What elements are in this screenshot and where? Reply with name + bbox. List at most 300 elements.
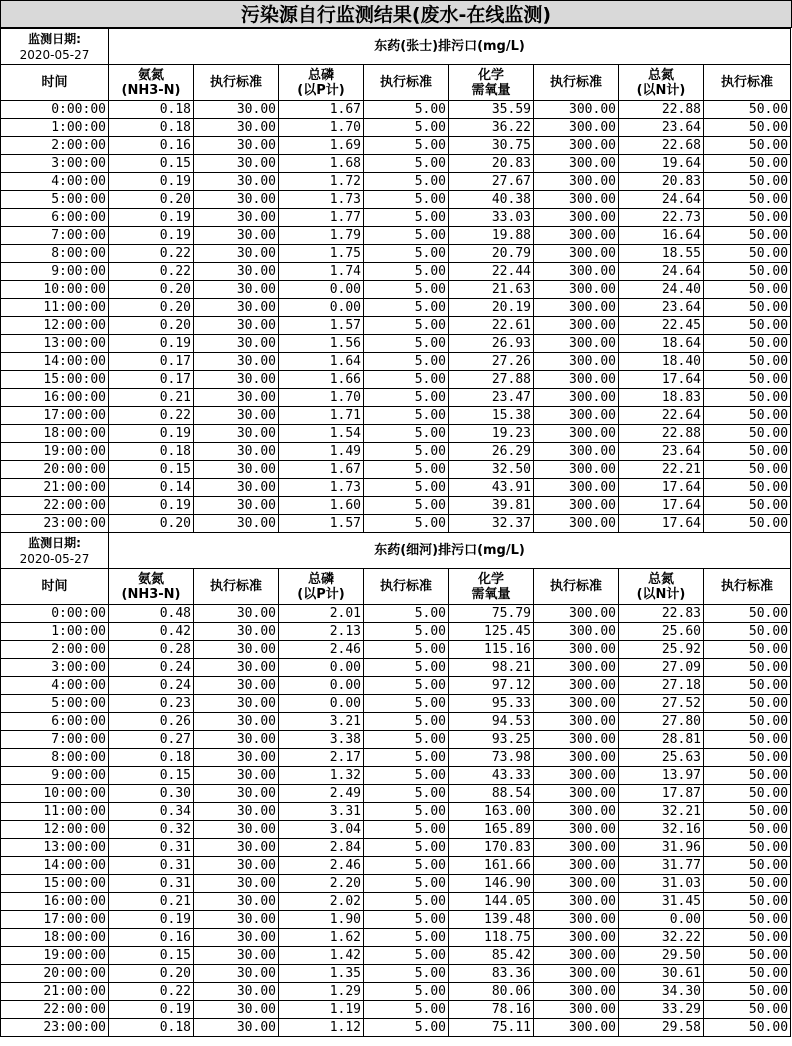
table-row (1, 875, 791, 893)
value-cell: 300.00 (534, 749, 619, 767)
value-cell: 15.38 (449, 407, 534, 425)
value-cell: 30.00 (194, 857, 279, 875)
value-cell: 5.00 (364, 929, 449, 947)
value-cell: 1.67 (279, 461, 364, 479)
value-cell: 50.00 (704, 1019, 791, 1037)
value-cell: 30.00 (194, 965, 279, 983)
value-cell: 300.00 (534, 659, 619, 677)
value-cell: 5.00 (364, 353, 449, 371)
value-cell: 50.00 (704, 893, 791, 911)
value-cell: 5.00 (364, 461, 449, 479)
value-cell: 50.00 (704, 209, 791, 227)
value-cell: 50.00 (704, 713, 791, 731)
value-cell: 30.00 (194, 299, 279, 317)
time-cell: 1:00:00 (1, 623, 109, 641)
value-cell: 32.50 (449, 461, 534, 479)
value-cell: 2.84 (279, 839, 364, 857)
column-header: 时间 (1, 65, 109, 101)
table-row (1, 263, 791, 281)
value-cell: 300.00 (534, 137, 619, 155)
table-row (1, 407, 791, 425)
value-cell: 1.49 (279, 443, 364, 461)
table-row (1, 659, 791, 677)
value-cell: 50.00 (704, 371, 791, 389)
value-cell: 5.00 (364, 335, 449, 353)
section-info-row (1, 533, 791, 569)
value-cell: 30.00 (194, 425, 279, 443)
value-cell: 22.88 (619, 425, 704, 443)
value-cell: 78.16 (449, 1001, 534, 1019)
value-cell: 50.00 (704, 911, 791, 929)
value-cell: 1.70 (279, 119, 364, 137)
value-cell: 5.00 (364, 821, 449, 839)
value-cell: 31.45 (619, 893, 704, 911)
value-cell: 50.00 (704, 803, 791, 821)
value-cell: 0.48 (109, 605, 194, 623)
value-cell: 2.20 (279, 875, 364, 893)
value-cell: 1.75 (279, 245, 364, 263)
time-cell: 19:00:00 (1, 947, 109, 965)
value-cell: 26.29 (449, 443, 534, 461)
column-header: 氨氮 (NH3-N) (109, 65, 194, 101)
value-cell: 30.00 (194, 839, 279, 857)
value-cell: 22.83 (619, 605, 704, 623)
value-cell: 30.61 (619, 965, 704, 983)
value-cell: 5.00 (364, 317, 449, 335)
value-cell: 0.15 (109, 767, 194, 785)
table-row (1, 965, 791, 983)
value-cell: 50.00 (704, 461, 791, 479)
value-cell: 300.00 (534, 119, 619, 137)
value-cell: 30.00 (194, 623, 279, 641)
value-cell: 25.60 (619, 623, 704, 641)
value-cell: 97.12 (449, 677, 534, 695)
value-cell: 5.00 (364, 713, 449, 731)
value-cell: 0.20 (109, 281, 194, 299)
time-cell: 10:00:00 (1, 785, 109, 803)
value-cell: 30.00 (194, 461, 279, 479)
table-row (1, 929, 791, 947)
value-cell: 50.00 (704, 173, 791, 191)
value-cell: 17.64 (619, 479, 704, 497)
value-cell: 300.00 (534, 929, 619, 947)
value-cell: 30.00 (194, 605, 279, 623)
value-cell: 30.00 (194, 1001, 279, 1019)
value-cell: 300.00 (534, 263, 619, 281)
monitoring-table (0, 28, 791, 1037)
table-row (1, 713, 791, 731)
value-cell: 170.83 (449, 839, 534, 857)
value-cell: 50.00 (704, 353, 791, 371)
value-cell: 28.81 (619, 731, 704, 749)
value-cell: 5.00 (364, 245, 449, 263)
value-cell: 300.00 (534, 839, 619, 857)
value-cell: 50.00 (704, 839, 791, 857)
value-cell: 5.00 (364, 227, 449, 245)
value-cell: 18.64 (619, 335, 704, 353)
table-row (1, 443, 791, 461)
table-row (1, 497, 791, 515)
value-cell: 30.00 (194, 317, 279, 335)
table-row (1, 857, 791, 875)
table-row (1, 1019, 791, 1037)
value-cell: 32.21 (619, 803, 704, 821)
value-cell: 94.53 (449, 713, 534, 731)
table-row (1, 911, 791, 929)
value-cell: 50.00 (704, 281, 791, 299)
value-cell: 50.00 (704, 443, 791, 461)
value-cell: 1.12 (279, 1019, 364, 1037)
time-cell: 18:00:00 (1, 929, 109, 947)
table-row (1, 479, 791, 497)
value-cell: 30.00 (194, 911, 279, 929)
time-cell: 10:00:00 (1, 281, 109, 299)
table-row (1, 281, 791, 299)
value-cell: 19.23 (449, 425, 534, 443)
column-header: 执行标准 (704, 65, 791, 101)
value-cell: 2.46 (279, 641, 364, 659)
table-row (1, 155, 791, 173)
value-cell: 300.00 (534, 803, 619, 821)
table-row (1, 461, 791, 479)
value-cell: 20.83 (619, 173, 704, 191)
value-cell: 30.00 (194, 641, 279, 659)
value-cell: 30.00 (194, 281, 279, 299)
value-cell: 0.19 (109, 497, 194, 515)
value-cell: 27.52 (619, 695, 704, 713)
value-cell: 1.54 (279, 425, 364, 443)
value-cell: 300.00 (534, 713, 619, 731)
table-row (1, 767, 791, 785)
value-cell: 30.00 (194, 731, 279, 749)
column-header: 执行标准 (194, 65, 279, 101)
time-cell: 1:00:00 (1, 119, 109, 137)
time-cell: 15:00:00 (1, 371, 109, 389)
value-cell: 0.42 (109, 623, 194, 641)
value-cell: 23.47 (449, 389, 534, 407)
table-row (1, 623, 791, 641)
value-cell: 0.20 (109, 515, 194, 533)
time-cell: 6:00:00 (1, 713, 109, 731)
value-cell: 0.22 (109, 263, 194, 281)
value-cell: 300.00 (534, 983, 619, 1001)
time-cell: 0:00:00 (1, 101, 109, 119)
value-cell: 1.29 (279, 983, 364, 1001)
value-cell: 5.00 (364, 803, 449, 821)
value-cell: 30.00 (194, 209, 279, 227)
value-cell: 163.00 (449, 803, 534, 821)
value-cell: 0.24 (109, 659, 194, 677)
value-cell: 1.32 (279, 767, 364, 785)
value-cell: 0.26 (109, 713, 194, 731)
value-cell: 98.21 (449, 659, 534, 677)
value-cell: 5.00 (364, 299, 449, 317)
value-cell: 300.00 (534, 479, 619, 497)
value-cell: 22.45 (619, 317, 704, 335)
value-cell: 88.54 (449, 785, 534, 803)
value-cell: 161.66 (449, 857, 534, 875)
table-row (1, 947, 791, 965)
value-cell: 50.00 (704, 875, 791, 893)
value-cell: 2.49 (279, 785, 364, 803)
monitor-date-cell (1, 533, 109, 569)
time-cell: 18:00:00 (1, 425, 109, 443)
column-header: 氨氮 (NH3-N) (109, 569, 194, 605)
column-header: 执行标准 (704, 569, 791, 605)
value-cell: 144.05 (449, 893, 534, 911)
value-cell: 31.96 (619, 839, 704, 857)
value-cell: 22.68 (619, 137, 704, 155)
value-cell: 22.21 (619, 461, 704, 479)
time-cell: 21:00:00 (1, 983, 109, 1001)
value-cell: 30.00 (194, 983, 279, 1001)
value-cell: 50.00 (704, 101, 791, 119)
value-cell: 30.00 (194, 335, 279, 353)
value-cell: 50.00 (704, 695, 791, 713)
value-cell: 30.00 (194, 155, 279, 173)
time-cell: 7:00:00 (1, 731, 109, 749)
table-row (1, 695, 791, 713)
value-cell: 20.19 (449, 299, 534, 317)
value-cell: 0.20 (109, 191, 194, 209)
value-cell: 30.75 (449, 137, 534, 155)
value-cell: 32.37 (449, 515, 534, 533)
table-row (1, 785, 791, 803)
table-row (1, 893, 791, 911)
table-row (1, 227, 791, 245)
value-cell: 30.00 (194, 1019, 279, 1037)
value-cell: 25.92 (619, 641, 704, 659)
value-cell: 85.42 (449, 947, 534, 965)
value-cell: 2.17 (279, 749, 364, 767)
value-cell: 0.15 (109, 947, 194, 965)
value-cell: 22.64 (619, 407, 704, 425)
value-cell: 30.00 (194, 119, 279, 137)
column-header: 时间 (1, 569, 109, 605)
value-cell: 5.00 (364, 263, 449, 281)
time-cell: 7:00:00 (1, 227, 109, 245)
value-cell: 0.18 (109, 749, 194, 767)
value-cell: 300.00 (534, 875, 619, 893)
value-cell: 300.00 (534, 695, 619, 713)
value-cell: 1.56 (279, 335, 364, 353)
value-cell: 30.00 (194, 137, 279, 155)
time-cell: 11:00:00 (1, 299, 109, 317)
value-cell: 30.00 (194, 245, 279, 263)
time-cell: 6:00:00 (1, 209, 109, 227)
value-cell: 300.00 (534, 353, 619, 371)
value-cell: 5.00 (364, 749, 449, 767)
value-cell: 5.00 (364, 1001, 449, 1019)
value-cell: 50.00 (704, 947, 791, 965)
value-cell: 300.00 (534, 173, 619, 191)
value-cell: 5.00 (364, 497, 449, 515)
value-cell: 5.00 (364, 281, 449, 299)
table-row (1, 101, 791, 119)
value-cell: 30.00 (194, 173, 279, 191)
value-cell: 50.00 (704, 407, 791, 425)
value-cell: 5.00 (364, 479, 449, 497)
value-cell: 30.00 (194, 479, 279, 497)
value-cell: 0.00 (279, 659, 364, 677)
value-cell: 300.00 (534, 209, 619, 227)
value-cell: 165.89 (449, 821, 534, 839)
table-row (1, 137, 791, 155)
value-cell: 1.90 (279, 911, 364, 929)
value-cell: 29.50 (619, 947, 704, 965)
value-cell: 0.32 (109, 821, 194, 839)
value-cell: 3.04 (279, 821, 364, 839)
value-cell: 0.31 (109, 839, 194, 857)
value-cell: 50.00 (704, 317, 791, 335)
value-cell: 1.35 (279, 965, 364, 983)
value-cell: 0.21 (109, 893, 194, 911)
value-cell: 43.91 (449, 479, 534, 497)
value-cell: 30.00 (194, 389, 279, 407)
value-cell: 139.48 (449, 911, 534, 929)
column-header: 总氮 (以N计) (619, 65, 704, 101)
table-row (1, 353, 791, 371)
time-cell: 22:00:00 (1, 497, 109, 515)
value-cell: 1.60 (279, 497, 364, 515)
value-cell: 19.64 (619, 155, 704, 173)
value-cell: 1.72 (279, 173, 364, 191)
value-cell: 300.00 (534, 497, 619, 515)
value-cell: 300.00 (534, 623, 619, 641)
time-cell: 4:00:00 (1, 677, 109, 695)
value-cell: 17.64 (619, 497, 704, 515)
time-cell: 14:00:00 (1, 857, 109, 875)
report-title: 污染源自行监测结果(废水-在线监测) (0, 0, 792, 28)
value-cell: 5.00 (364, 839, 449, 857)
value-cell: 30.00 (194, 371, 279, 389)
table-row (1, 317, 791, 335)
value-cell: 5.00 (364, 911, 449, 929)
value-cell: 300.00 (534, 443, 619, 461)
value-cell: 5.00 (364, 857, 449, 875)
value-cell: 39.81 (449, 497, 534, 515)
value-cell: 0.22 (109, 407, 194, 425)
value-cell: 30.00 (194, 875, 279, 893)
value-cell: 0.21 (109, 389, 194, 407)
value-cell: 0.24 (109, 677, 194, 695)
time-cell: 2:00:00 (1, 137, 109, 155)
time-cell: 15:00:00 (1, 875, 109, 893)
value-cell: 30.00 (194, 785, 279, 803)
column-header: 总氮 (以N计) (619, 569, 704, 605)
value-cell: 300.00 (534, 101, 619, 119)
value-cell: 5.00 (364, 155, 449, 173)
table-row (1, 299, 791, 317)
value-cell: 0.19 (109, 227, 194, 245)
value-cell: 5.00 (364, 785, 449, 803)
value-cell: 300.00 (534, 893, 619, 911)
value-cell: 50.00 (704, 641, 791, 659)
value-cell: 5.00 (364, 983, 449, 1001)
column-header: 化学 需氧量 (449, 569, 534, 605)
time-cell: 23:00:00 (1, 515, 109, 533)
value-cell: 300.00 (534, 317, 619, 335)
value-cell: 30.00 (194, 101, 279, 119)
value-cell: 50.00 (704, 191, 791, 209)
value-cell: 29.58 (619, 1019, 704, 1037)
value-cell: 2.01 (279, 605, 364, 623)
value-cell: 5.00 (364, 371, 449, 389)
value-cell: 0.18 (109, 101, 194, 119)
value-cell: 50.00 (704, 155, 791, 173)
value-cell: 75.79 (449, 605, 534, 623)
value-cell: 30.00 (194, 947, 279, 965)
value-cell: 50.00 (704, 425, 791, 443)
column-header: 总磷 (以P计) (279, 65, 364, 101)
table-row (1, 515, 791, 533)
value-cell: 50.00 (704, 623, 791, 641)
time-cell: 12:00:00 (1, 317, 109, 335)
value-cell: 50.00 (704, 1001, 791, 1019)
value-cell: 0.31 (109, 875, 194, 893)
value-cell: 1.57 (279, 317, 364, 335)
value-cell: 0.18 (109, 443, 194, 461)
table-row (1, 209, 791, 227)
time-cell: 13:00:00 (1, 839, 109, 857)
value-cell: 300.00 (534, 389, 619, 407)
value-cell: 0.00 (279, 695, 364, 713)
value-cell: 27.80 (619, 713, 704, 731)
value-cell: 300.00 (534, 245, 619, 263)
value-cell: 83.36 (449, 965, 534, 983)
value-cell: 50.00 (704, 389, 791, 407)
value-cell: 24.64 (619, 191, 704, 209)
value-cell: 0.31 (109, 857, 194, 875)
value-cell: 5.00 (364, 515, 449, 533)
value-cell: 33.03 (449, 209, 534, 227)
value-cell: 2.02 (279, 893, 364, 911)
value-cell: 0.15 (109, 155, 194, 173)
value-cell: 5.00 (364, 137, 449, 155)
value-cell: 27.09 (619, 659, 704, 677)
value-cell: 25.63 (619, 749, 704, 767)
value-cell: 0.20 (109, 965, 194, 983)
value-cell: 50.00 (704, 137, 791, 155)
time-cell: 9:00:00 (1, 767, 109, 785)
time-cell: 5:00:00 (1, 191, 109, 209)
value-cell: 3.21 (279, 713, 364, 731)
value-cell: 300.00 (534, 911, 619, 929)
table-row (1, 173, 791, 191)
time-cell: 23:00:00 (1, 1019, 109, 1037)
value-cell: 2.13 (279, 623, 364, 641)
value-cell: 300.00 (534, 335, 619, 353)
time-cell: 8:00:00 (1, 749, 109, 767)
value-cell: 5.00 (364, 605, 449, 623)
value-cell: 73.98 (449, 749, 534, 767)
time-cell: 3:00:00 (1, 659, 109, 677)
value-cell: 300.00 (534, 1001, 619, 1019)
value-cell: 20.83 (449, 155, 534, 173)
value-cell: 17.64 (619, 371, 704, 389)
value-cell: 0.20 (109, 299, 194, 317)
value-cell: 1.19 (279, 1001, 364, 1019)
time-cell: 2:00:00 (1, 641, 109, 659)
value-cell: 5.00 (364, 677, 449, 695)
time-cell: 17:00:00 (1, 911, 109, 929)
monitor-date-label: 监测日期: (28, 535, 81, 550)
value-cell: 300.00 (534, 155, 619, 173)
monitor-date: 2020-05-27 (19, 47, 90, 62)
value-cell: 5.00 (364, 623, 449, 641)
value-cell: 5.00 (364, 173, 449, 191)
table-row (1, 677, 791, 695)
